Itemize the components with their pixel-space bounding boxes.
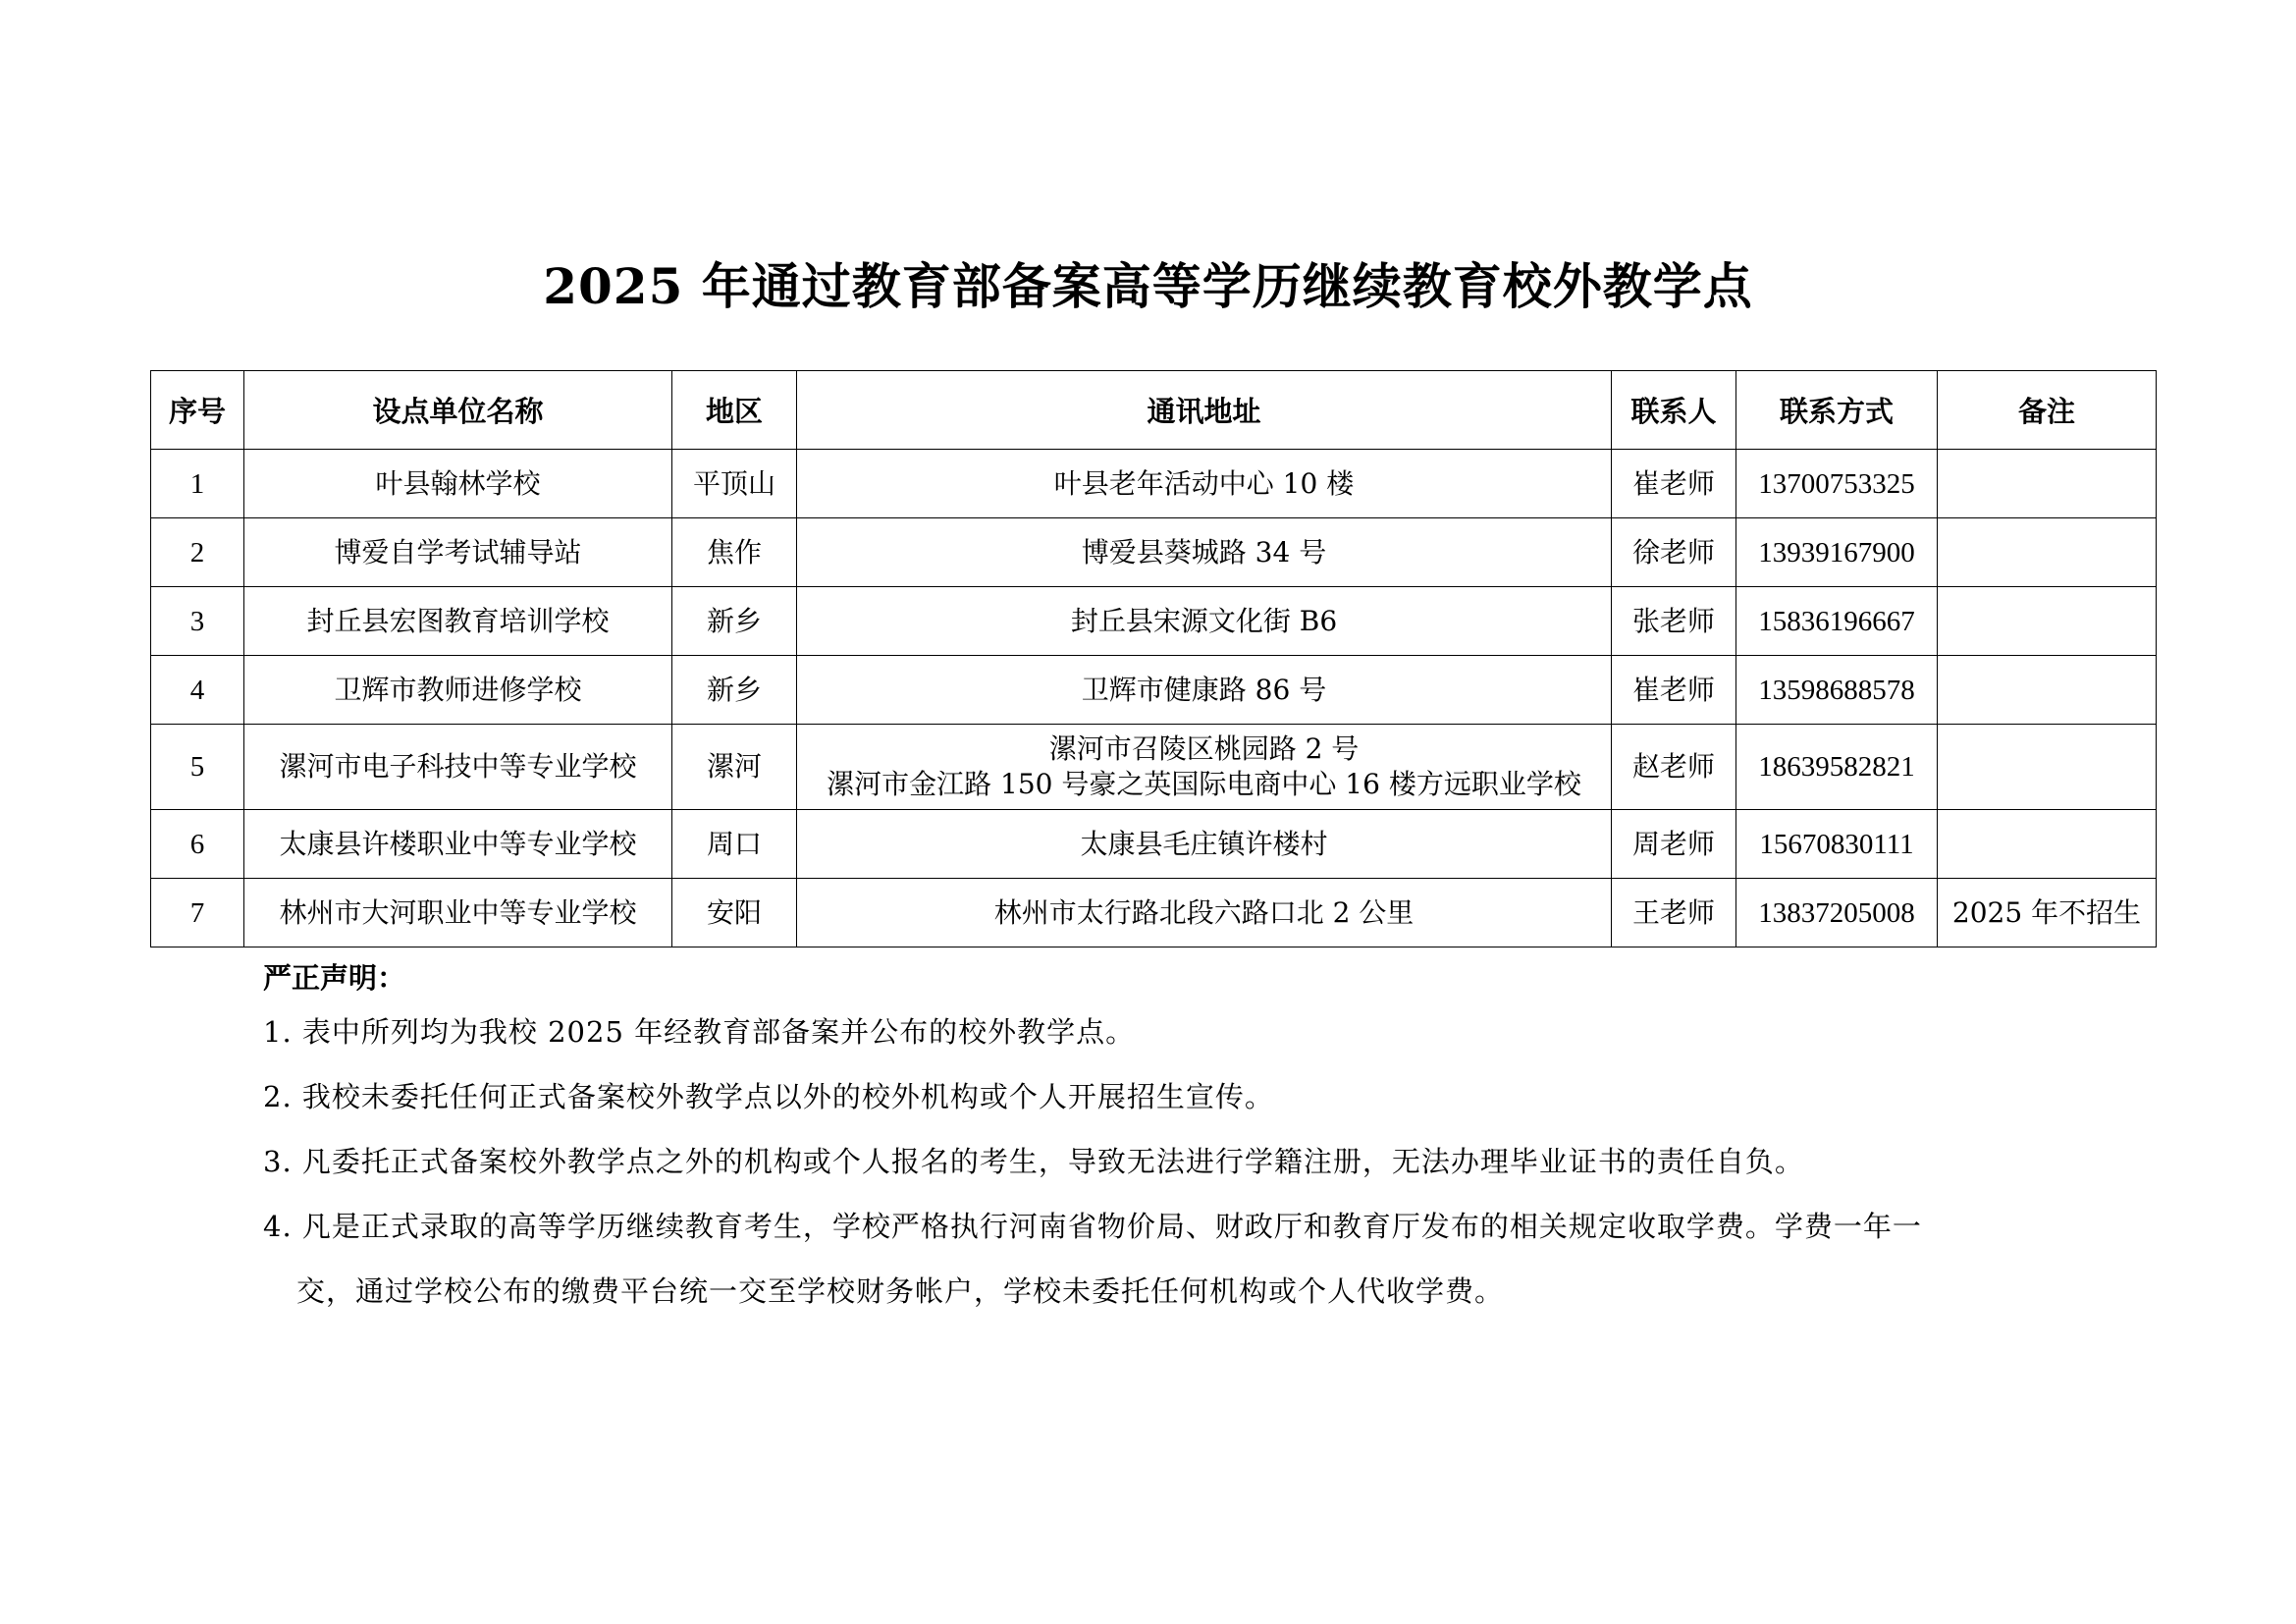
table-row	[151, 518, 2157, 587]
table-header-row	[151, 371, 2157, 450]
cell-contact: 徐老师	[1612, 518, 1736, 587]
cell-no: 4	[151, 656, 244, 725]
cell-address	[797, 587, 1612, 656]
cell-remark	[1938, 810, 2157, 879]
notice-text: 1. 表中所列均为我校 2025 年经教育部备案并公布的校外教学点。	[263, 1015, 1136, 1049]
cell-unit: 封丘县宏图教育培训学校	[244, 587, 672, 656]
notice-text: 2. 我校未委托任何正式备案校外教学点以外的校外机构或个人开展招生宣传。	[263, 1080, 1274, 1113]
cell-region: 周口	[672, 810, 797, 879]
cell-contact: 王老师	[1612, 879, 1736, 947]
cell-region: 焦作	[672, 518, 797, 587]
cell-phone: 18639582821	[1736, 725, 1938, 810]
cell-phone: 13598688578	[1736, 656, 1938, 725]
cell-address	[797, 810, 1612, 879]
cell-unit: 太康县许楼职业中等专业学校	[244, 810, 672, 879]
cell-remark	[1938, 656, 2157, 725]
header-contact: 联系人	[1612, 371, 1736, 450]
cell-unit: 叶县翰林学校	[244, 450, 672, 518]
cell-remark: 2025 年不招生	[1938, 879, 2157, 947]
header-address: 通讯地址	[797, 371, 1612, 450]
cell-address	[797, 518, 1612, 587]
header-region: 地区	[672, 371, 797, 450]
cell-no: 7	[151, 879, 244, 947]
cell-region: 平顶山	[672, 450, 797, 518]
address-line: 封丘县宋源文化街 B6	[1070, 604, 1338, 637]
cell-unit: 卫辉市教师进修学校	[244, 656, 672, 725]
cell-no: 2	[151, 518, 244, 587]
cell-no: 6	[151, 810, 244, 879]
cell-address	[797, 656, 1612, 725]
address-line: 林州市太行路北段六路口北 2 公里	[993, 895, 1415, 929]
notice-item	[263, 1194, 2128, 1324]
cell-address	[797, 879, 1612, 947]
cell-remark	[1938, 587, 2157, 656]
cell-address	[797, 725, 1612, 810]
document-title: 2025 年通过教育部备案高等学历继续教育校外教学点	[543, 257, 1753, 315]
header-phone: 联系方式	[1736, 371, 1938, 450]
header-remark: 备注	[1938, 371, 2157, 450]
notice-item	[263, 1064, 2128, 1129]
cell-address	[797, 450, 1612, 518]
address-line: 漯河市金江路 150 号豪之英国际电商中心 16 楼方远职业学校	[827, 768, 1581, 800]
header-no: 序号	[151, 371, 244, 450]
notice-section	[263, 956, 2128, 1324]
cell-contact: 崔老师	[1612, 656, 1736, 725]
table-row	[151, 810, 2157, 879]
notice-text: 4. 凡是正式录取的高等学历继续教育考生，学校严格执行河南省物价局、财政厅和教育厅发布的相关规定收取学费。学费一年一	[263, 1210, 1922, 1243]
cell-remark	[1938, 518, 2157, 587]
notice-item	[263, 1129, 2128, 1194]
cell-no: 1	[151, 450, 244, 518]
notice-item	[263, 1000, 2128, 1064]
address-line: 叶县老年活动中心 10 楼	[1053, 466, 1355, 500]
cell-contact: 赵老师	[1612, 725, 1736, 810]
address-line: 卫辉市健康路 86 号	[1081, 673, 1327, 706]
cell-no: 3	[151, 587, 244, 656]
cell-unit: 林州市大河职业中等专业学校	[244, 879, 672, 947]
cell-phone: 13837205008	[1736, 879, 1938, 947]
table-row	[151, 587, 2157, 656]
cell-phone: 13700753325	[1736, 450, 1938, 518]
cell-phone: 15670830111	[1736, 810, 1938, 879]
cell-region: 新乡	[672, 656, 797, 725]
cell-region: 安阳	[672, 879, 797, 947]
table-row	[151, 725, 2157, 810]
cell-remark	[1938, 450, 2157, 518]
cell-region: 漯河	[672, 725, 797, 810]
teaching-points-table	[150, 370, 2157, 947]
cell-contact: 崔老师	[1612, 450, 1736, 518]
cell-remark	[1938, 725, 2157, 810]
notice-title: 严正声明：	[263, 961, 406, 995]
cell-no: 5	[151, 725, 244, 810]
cell-region: 新乡	[672, 587, 797, 656]
header-unit: 设点单位名称	[244, 371, 672, 450]
notice-text: 3. 凡委托正式备案校外教学点之外的机构或个人报名的考生，导致无法进行学籍注册，无法办理毕业证书的责任自负。	[263, 1145, 1804, 1178]
table-row	[151, 450, 2157, 518]
address-line: 太康县毛庄镇许楼村	[1080, 827, 1328, 860]
address-line: 博爱县葵城路 34 号	[1081, 535, 1327, 568]
cell-unit: 博爱自学考试辅导站	[244, 518, 672, 587]
cell-unit: 漯河市电子科技中等专业学校	[244, 725, 672, 810]
cell-contact: 张老师	[1612, 587, 1736, 656]
notice-text-continued: 交，通过学校公布的缴费平台统一交至学校财务帐户，学校未委托任何机构或个人代收学费。	[296, 1274, 1505, 1308]
table-row	[151, 879, 2157, 947]
cell-phone: 13939167900	[1736, 518, 1938, 587]
address-line: 漯河市召陵区桃园路 2 号	[1048, 732, 1360, 765]
cell-phone: 15836196667	[1736, 587, 1938, 656]
cell-contact: 周老师	[1612, 810, 1736, 879]
table-row	[151, 656, 2157, 725]
